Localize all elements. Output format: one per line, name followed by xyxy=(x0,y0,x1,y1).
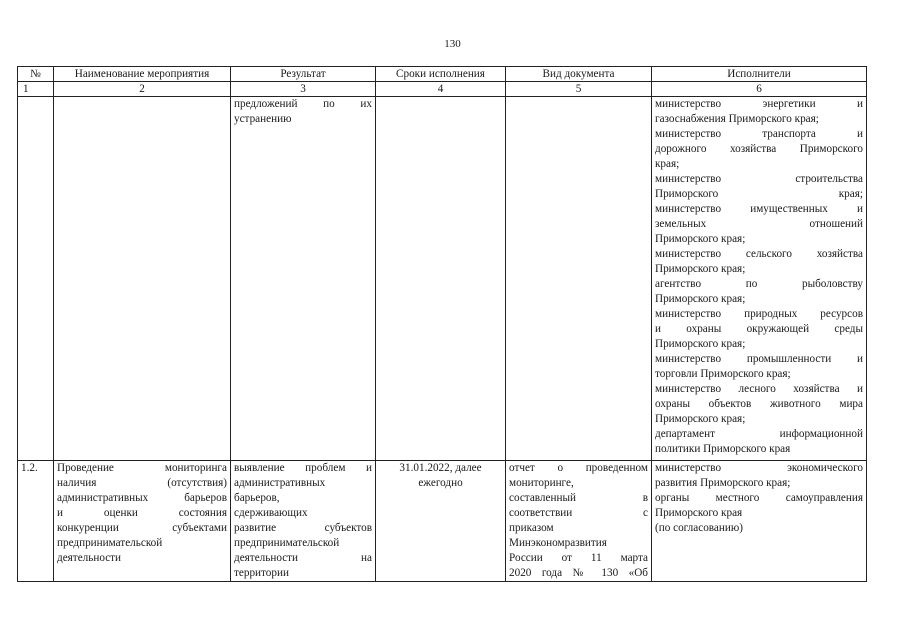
cell-line: устранению xyxy=(234,113,292,125)
row-doc-type xyxy=(506,97,652,461)
cell-line: охраны объектов животного мира xyxy=(655,398,863,410)
table-row xyxy=(18,97,867,461)
cell-line: выявление проблем и xyxy=(234,462,372,474)
column-number: 4 xyxy=(376,82,506,97)
cell-line: министерство промышленности и xyxy=(655,353,863,365)
row-name xyxy=(54,97,231,461)
cell-line: развитие субъектов xyxy=(234,522,372,534)
row-executors xyxy=(652,461,867,582)
page-number: 130 xyxy=(444,38,461,50)
cell-line: сдерживающих xyxy=(234,507,308,519)
cell-line: министерство строительства xyxy=(655,173,863,185)
cell-line: приказом xyxy=(509,522,554,534)
cell-line: и охраны окружающей среды xyxy=(655,323,863,335)
cell-line: составленный в xyxy=(509,492,648,504)
row-num: 1.2. xyxy=(18,461,54,582)
header-row xyxy=(18,67,867,82)
header-result: Результат xyxy=(231,67,376,82)
column-number: 1 xyxy=(18,82,54,97)
cell-line: министерство природных ресурсов xyxy=(655,308,863,320)
header-name: Наименование мероприятия xyxy=(54,67,231,82)
cell-line: и оценки состояния xyxy=(57,507,227,519)
cell-line: министерство экономического xyxy=(655,462,863,474)
cell-line: 31.01.2022, далее xyxy=(399,462,482,474)
cell-line: деятельности xyxy=(57,552,122,564)
cell-line: министерство энергетики и xyxy=(655,98,863,110)
measures-table xyxy=(17,66,867,582)
row-name xyxy=(54,461,231,582)
cell-line: Приморского края xyxy=(655,507,743,519)
cell-line: Приморского края; xyxy=(655,413,746,425)
row-num xyxy=(18,97,54,461)
cell-line: административных барьеров xyxy=(57,492,227,504)
cell-line: торговли Приморского края; xyxy=(655,368,791,380)
cell-line: министерство сельского хозяйства xyxy=(655,248,863,260)
cell-line: соответствии с xyxy=(509,507,648,519)
cell-line: дорожного хозяйства Приморского xyxy=(655,143,863,155)
row-doc-type xyxy=(506,461,652,582)
row-executors xyxy=(652,97,867,461)
cell-line: края; xyxy=(655,158,680,170)
cell-line: отчет о проведенном xyxy=(509,462,648,474)
cell-line: предложений по их xyxy=(234,98,372,110)
row-result xyxy=(231,461,376,582)
cell-line: Приморского края; xyxy=(655,293,746,305)
column-number: 3 xyxy=(231,82,376,97)
cell-line: министерство транспорта и xyxy=(655,128,863,140)
cell-line: газоснабжения Приморского края; xyxy=(655,113,819,125)
column-number: 2 xyxy=(54,82,231,97)
cell-line: Проведение мониторинга xyxy=(57,462,227,474)
column-number: 6 xyxy=(652,82,867,97)
cell-line: ежегодно xyxy=(418,477,463,489)
cell-line: (по согласованию) xyxy=(655,522,743,534)
cell-line: Приморского края; xyxy=(655,188,863,200)
row-deadline xyxy=(376,461,506,582)
cell-line: предпринимательской xyxy=(234,537,340,549)
header-executors: Исполнители xyxy=(652,67,867,82)
cell-line: наличия (отсутствия) xyxy=(57,477,227,489)
cell-line: министерство лесного хозяйства и xyxy=(655,383,863,395)
cell-line: Приморского края; xyxy=(655,233,746,245)
cell-line: органы местного самоуправления xyxy=(655,492,863,504)
row-deadline xyxy=(376,97,506,461)
cell-line: политики Приморского края xyxy=(655,443,791,455)
cell-line: агентство по рыболовству xyxy=(655,278,863,290)
cell-line: России от 11 марта xyxy=(509,552,648,564)
cell-line: развития Приморского края; xyxy=(655,477,791,489)
cell-line: деятельности на xyxy=(234,552,372,564)
cell-line: земельных отношений xyxy=(655,218,863,230)
table-row xyxy=(18,461,867,582)
column-number: 5 xyxy=(506,82,652,97)
header-doc-type: Вид документа xyxy=(506,67,652,82)
cell-line: Приморского края; xyxy=(655,263,746,275)
cell-line: барьеров, xyxy=(234,492,280,504)
cell-line: Минэкономразвития xyxy=(509,537,607,549)
cell-line: 2020 года № 130 «Об xyxy=(509,567,648,579)
row-result xyxy=(231,97,376,461)
cell-line: департамент информационной xyxy=(655,428,863,440)
cell-line: конкуренции субъектами xyxy=(57,522,227,534)
cell-line: мониторинге, xyxy=(509,477,574,489)
column-number-row xyxy=(18,82,867,97)
cell-line: министерство имущественных и xyxy=(655,203,863,215)
cell-line: административных xyxy=(234,477,326,489)
header-num: № xyxy=(18,67,54,82)
cell-line: предпринимательской xyxy=(57,537,163,549)
header-deadline: Сроки исполнения xyxy=(376,67,506,82)
cell-line: Приморского края; xyxy=(655,338,746,350)
cell-line: территории xyxy=(234,567,289,579)
